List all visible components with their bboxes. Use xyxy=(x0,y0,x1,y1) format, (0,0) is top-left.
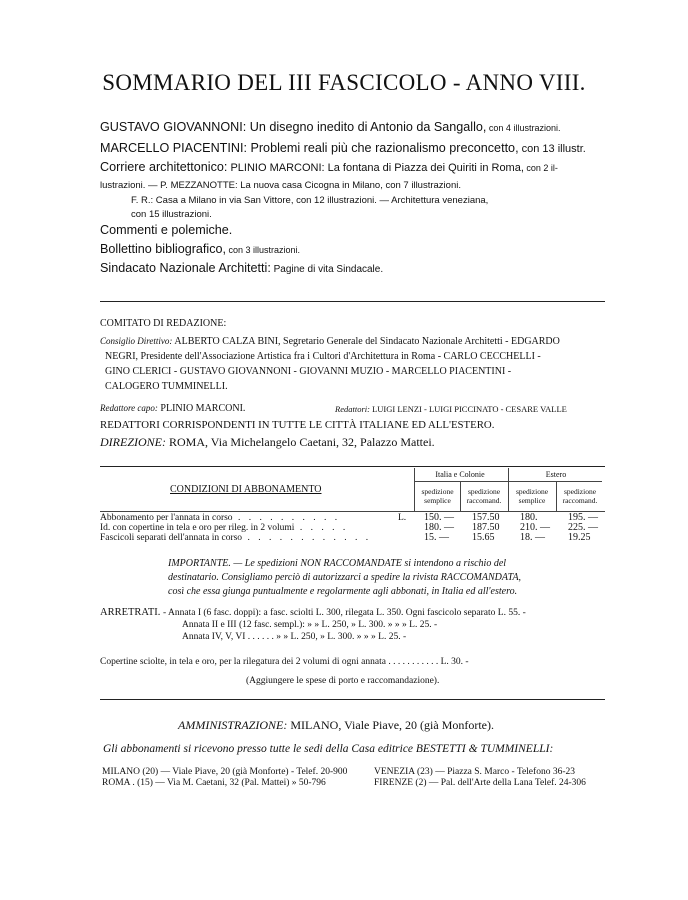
direzione xyxy=(100,435,435,450)
table-values-col xyxy=(472,513,500,543)
group-estero: Estero xyxy=(545,470,567,479)
spese-note: (Aggiungere le spese di porto e raccomandazione). xyxy=(246,676,440,686)
table-values-col xyxy=(568,513,598,543)
copertine-line: Copertine sciolte, in tela e oro, per la rilegatura dei 2 volumi di ogni annata . . . . . . . . . . . L. 30. - xyxy=(100,657,469,667)
col-header: spedizione semplice xyxy=(515,487,549,505)
toc-author: Corriere architettonico: xyxy=(100,160,228,174)
row-label: Id. con copertine in tela e oro per rileg. in 2 volumi xyxy=(100,523,295,533)
table-cell: 195. — xyxy=(568,512,598,523)
importante-line: IMPORTANTE. — Le spedizioni NON RACCOMANDATE si intendono a rischio del xyxy=(168,558,507,569)
importante-line: destinatario. Consigliamo perciò di autorizzarci a spedire la rivista RACCOMANDATA, xyxy=(168,572,522,583)
divider xyxy=(100,301,605,302)
table-row: Abbonamento per l'annata in corso . . . . . . . . . . L. xyxy=(100,513,407,523)
toc-label: Sindacato Nazionale Architetti: xyxy=(100,261,271,275)
toc-entry-giovannoni xyxy=(100,120,560,134)
row-label: Fascicoli separati dell'annata in corso xyxy=(100,533,243,543)
sede-line: FIRENZE (2) — Pal. dell'Arte della Lana Telef. 24-306 xyxy=(374,778,586,788)
redattore-capo-label: Redattore capo: xyxy=(100,403,158,413)
toc-author: GUSTAVO GIOVANNONI: xyxy=(100,120,247,134)
corriere-line: F. R.: Casa a Milano in via San Vittore, con 12 illustrazioni. — Architettura veneziana, xyxy=(131,195,489,206)
toc-entry-sindacato xyxy=(100,261,383,275)
table-cell: 157.50 xyxy=(472,512,500,523)
group-italia: Italia e Colonie xyxy=(435,470,485,479)
toc-text: Problemi reali più che razionalismo preconcetto, xyxy=(246,141,519,155)
toc-entry-piacentini xyxy=(100,141,586,155)
toc-entry-corriere xyxy=(100,160,558,174)
table-row: Id. con copertine in tela e oro per rileg. in 2 volumi . . . . . xyxy=(100,523,349,533)
redattore-capo-name: PLINIO MARCONI. xyxy=(157,403,246,414)
redattori-label: Redattori: xyxy=(335,404,370,414)
abbonamento-heading: CONDIZIONI DI ABBONAMENTO xyxy=(170,484,322,495)
sede-line: VENEZIA (23) — Piazza S. Marco - Telefono 36-23 xyxy=(374,767,575,777)
arretrati-text: - Annata I (6 fasc. doppi): a fasc. sciolti L. 300, rilegata L. 350. Ogni fascicolo separato L. 55. - xyxy=(163,608,526,618)
corriere-line: con 15 illustrazioni. xyxy=(131,209,212,220)
redattori-names: LUIGI LENZI - LUIGI PICCINATO - CESARE VALLE xyxy=(369,404,567,414)
comitato-lead: Consiglio Direttivo: xyxy=(100,336,173,346)
comitato-heading: COMITATO DI REDAZIONE: xyxy=(100,318,227,329)
comitato-text: ALBERTO CALZA BINI, Segretario Generale del Sindacato Nazionale Architetti - EDGARDO xyxy=(172,336,560,347)
table-cell: 15. — xyxy=(424,532,449,543)
arretrati-line xyxy=(100,607,526,618)
page-title: SOMMARIO DEL III FASCICOLO - ANNO VIII. xyxy=(102,70,586,95)
toc-note: Pagine di vita Sindacale. xyxy=(270,264,384,275)
table-values-col xyxy=(520,513,550,543)
table-row: Fascicoli separati dell'annata in corso . . . . . . . . . . . . xyxy=(100,533,372,543)
toc-entry-bollettino xyxy=(100,242,300,256)
comitato-line: NEGRI, Presidente dell'Associazione Artistica fra i Cultori d'Architettura in Roma - CARLO CECCHELLI - xyxy=(105,351,541,362)
amministrazione xyxy=(178,718,494,733)
row-unit: L. xyxy=(398,513,407,523)
direzione-label: DIREZIONE: xyxy=(100,435,166,449)
divider xyxy=(100,699,605,700)
amministrazione-label: AMMINISTRAZIONE: xyxy=(178,718,288,732)
comitato-line xyxy=(100,336,560,347)
table-cell: 187.50 xyxy=(472,522,500,533)
table-cell: 180. xyxy=(520,512,538,523)
direzione-address: ROMA, Via Michelangelo Caetani, 32, Palazzo Mattei. xyxy=(166,435,435,449)
abbonamenti-note: Gli abbonamenti si ricevono presso tutte le sedi della Casa editrice BESTETTI & TUMMINELLI: xyxy=(103,743,554,755)
toc-author: MARCELLO PIACENTINI: xyxy=(100,141,247,155)
table-cell: 19.25 xyxy=(568,532,591,543)
table-top-rule xyxy=(100,466,605,467)
toc-note: con 2 il- xyxy=(523,163,558,173)
toc-entry-commenti: Commenti e polemiche. xyxy=(100,223,233,237)
toc-text: PLINIO MARCONI: La fontana di Piazza dei Quiriti in Roma, xyxy=(227,162,524,174)
redattore-capo xyxy=(100,403,245,414)
table-cell: 180. — xyxy=(424,522,454,533)
redattori xyxy=(335,404,567,414)
row-label: Abbonamento per l'annata in corso xyxy=(100,513,233,523)
col-header: spedizione semplice xyxy=(421,487,454,505)
arretrati-line: Annata IV, V, VI . . . . . . » » L. 250, » L. 300. » » » L. 25. - xyxy=(182,632,407,642)
table-cell: 225. — xyxy=(568,522,598,533)
comitato-line: CALOGERO TUMMINELLI. xyxy=(105,381,228,392)
table-cell: 15.65 xyxy=(472,532,495,543)
corriere-line: lustrazioni. — P. MEZZANOTTE: La nuova casa Cicogna in Milano, con 7 illustrazioni. xyxy=(100,180,461,191)
toc-note: con 3 illustrazioni. xyxy=(226,245,301,255)
toc-note: con 13 illustr. xyxy=(518,143,586,155)
importante-line: così che essa giunga puntualmente e regolarmente agli abbonati, in Italia ed all'estero. xyxy=(168,586,518,597)
table-cell: 150. — xyxy=(424,512,454,523)
table-values-col xyxy=(424,513,454,543)
sede-line: ROMA . (15) — Via M. Caetani, 32 (Pal. Mattei) » 50-796 xyxy=(102,778,326,788)
arretrati-label: ARRETRATI. xyxy=(100,607,161,618)
toc-note: con 4 illustrazioni. xyxy=(486,123,561,133)
sede-line: MILANO (20) — Viale Piave, 20 (già Monforte) - Telef. 20-900 xyxy=(102,767,348,777)
comitato-line: GINO CLERICI - GUSTAVO GIOVANNONI - GIOVANNI MUZIO - MARCELLO PIACENTINI - xyxy=(105,366,512,377)
table-cell: 210. — xyxy=(520,522,550,533)
col-header: spedizione raccomand. xyxy=(562,487,598,505)
corrispondenti: REDATTORI CORRISPONDENTI IN TUTTE LE CITTÀ ITALIANE ED ALL'ESTERO. xyxy=(100,419,495,431)
col-header: spedizione raccomand. xyxy=(466,487,502,505)
table-cell: 18. — xyxy=(520,532,545,543)
amministrazione-address: MILANO, Viale Piave, 20 (già Monforte). xyxy=(287,718,495,732)
toc-text: Un disegno inedito di Antonio da Sangallo, xyxy=(246,120,487,134)
toc-label: Bollettino bibliografico, xyxy=(100,242,227,256)
arretrati-line: Annata II e III (12 fasc. sempl.): » » L. 250, » L. 300. » » » L. 25. - xyxy=(182,620,438,630)
